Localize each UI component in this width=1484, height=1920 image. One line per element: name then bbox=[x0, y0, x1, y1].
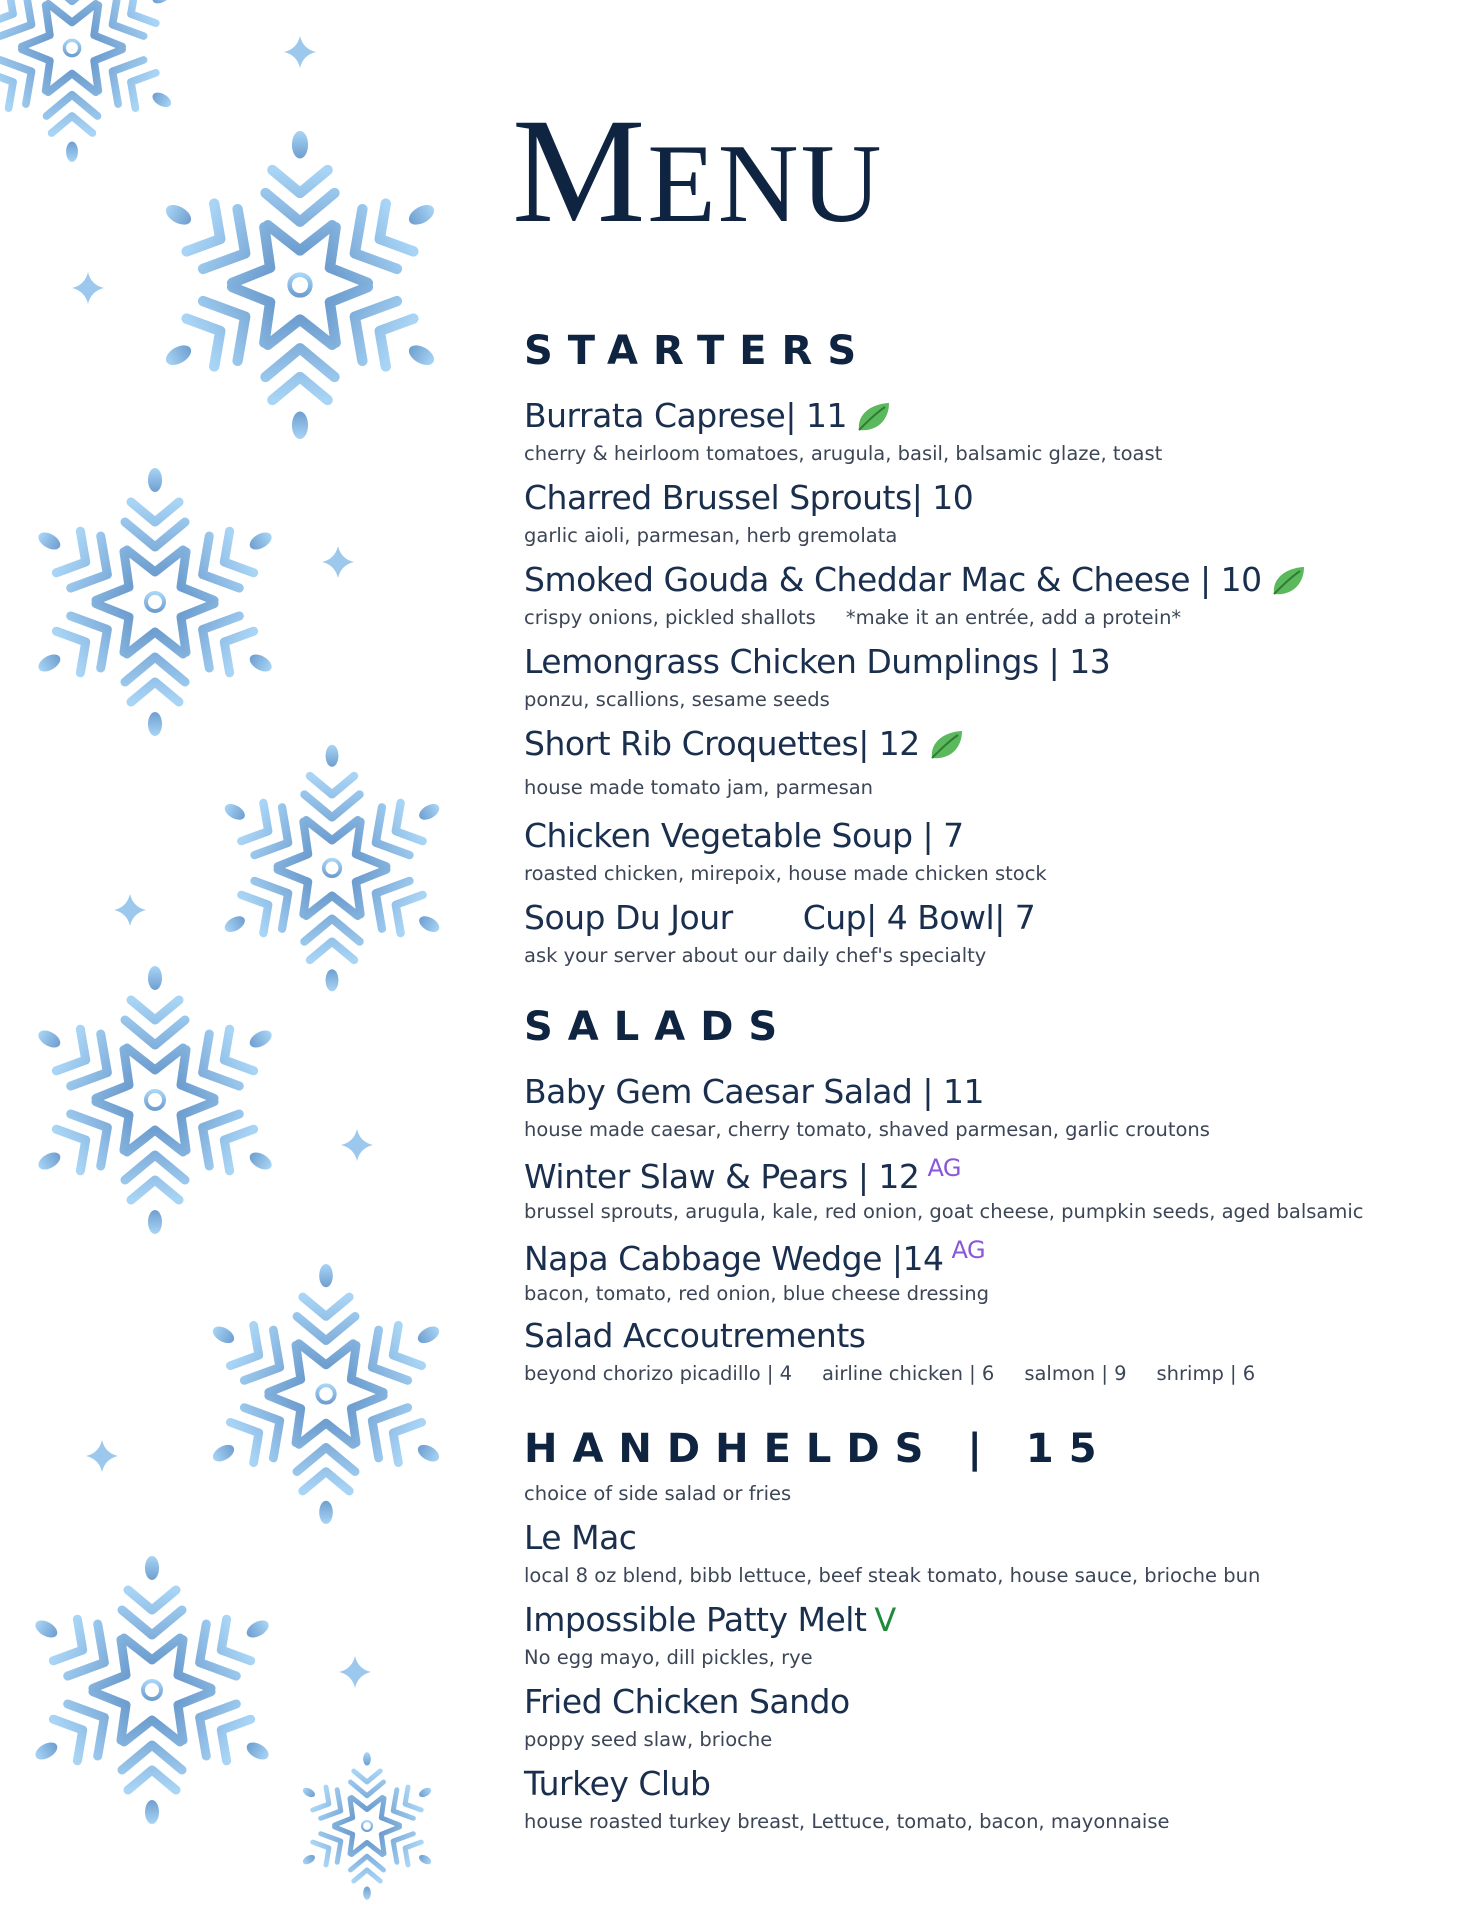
menu-item-description: ponzu, scallions, sesame seeds bbox=[524, 688, 830, 711]
menu-item-description: ask your server about our daily chef's specialty bbox=[524, 944, 987, 967]
menu-item-description: poppy seed slaw, brioche bbox=[524, 1728, 773, 1751]
leaf-icon bbox=[855, 400, 893, 436]
snowflake-icon bbox=[149, 131, 450, 439]
accoutrements-list bbox=[524, 1362, 1285, 1385]
menu-item-name: Baby Gem Caesar Salad | 11 bbox=[524, 1072, 984, 1111]
menu-item-note: *make it an entrée, add a protein* bbox=[845, 606, 1182, 629]
accoutrement-item: shrimp | 6 bbox=[1156, 1362, 1256, 1385]
menu-item-name: Chicken Vegetable Soup | 7 bbox=[524, 816, 964, 855]
menu-item-description: cherry & heirloom tomatoes, arugula, basil, balsamic glaze, toast bbox=[524, 442, 1163, 465]
menu-item-price: Cup| 4 Bowl| 7 bbox=[802, 898, 1036, 937]
sparkle-icon bbox=[322, 546, 354, 578]
menu-item-description: roasted chicken, mirepoix, house made chicken stock bbox=[524, 862, 1047, 885]
sparkle-icon bbox=[339, 1656, 371, 1688]
snowflake-icon bbox=[24, 468, 286, 736]
snowflake-decoration bbox=[0, 0, 460, 1920]
menu-item-description: house made caesar, cherry tomato, shaved parmesan, garlic croutons bbox=[524, 1118, 1210, 1141]
menu-item-description: house made tomato jam, parmesan bbox=[524, 776, 874, 799]
accoutrement-item: salmon | 9 bbox=[1024, 1362, 1127, 1385]
ag-badge: AG bbox=[951, 1236, 986, 1264]
menu-item-name: Lemongrass Chicken Dumplings | 13 bbox=[524, 642, 1111, 681]
snowflake-icon bbox=[295, 1752, 439, 1899]
section-heading-starters: STARTERS bbox=[524, 328, 872, 374]
menu-item-description: house roasted turkey breast, Lettuce, tomato, bacon, mayonnaise bbox=[524, 1810, 1170, 1833]
leaf-icon bbox=[928, 728, 966, 764]
menu-item-description: bacon, tomato, red onion, blue cheese dressing bbox=[524, 1282, 990, 1305]
section-heading-salads: SALADS bbox=[524, 1004, 793, 1050]
menu-item-description: local 8 oz blend, bibb lettuce, beef steak tomato, house sauce, brioche bun bbox=[524, 1564, 1261, 1587]
vegetarian-badge: V bbox=[874, 1601, 896, 1639]
menu-item-name: Napa Cabbage Wedge |14 $^{AG}$ bbox=[524, 1236, 986, 1278]
sparkle-icon bbox=[284, 36, 316, 68]
menu-item-name: Impossible Patty Melt V bbox=[524, 1600, 896, 1639]
menu-item-description: No egg mayo, dill pickles, rye bbox=[524, 1646, 813, 1669]
sparkle-icon bbox=[341, 1129, 373, 1161]
menu-item-name: Smoked Gouda & Cheddar Mac & Cheese | 10 bbox=[524, 560, 1308, 600]
menu-item-name: Charred Brussel Sprouts| 10 bbox=[524, 478, 974, 517]
menu-item-name: Le Mac bbox=[524, 1518, 637, 1557]
menu-item-name: Short Rib Croquettes| 12 bbox=[524, 724, 966, 764]
snowflake-icon bbox=[21, 1556, 283, 1824]
menu-item-name: Turkey Club bbox=[524, 1764, 711, 1803]
snowflake-icon bbox=[199, 1264, 453, 1524]
sparkle-icon bbox=[72, 272, 104, 304]
section-subtitle: choice of side salad or fries bbox=[524, 1482, 792, 1505]
menu-title: MENU bbox=[512, 88, 884, 254]
accoutrement-item: beyond chorizo picadillo | 4 bbox=[524, 1362, 792, 1385]
sparkle-icon bbox=[114, 894, 146, 926]
menu-item-name: Salad Accoutrements bbox=[524, 1316, 866, 1355]
ag-badge: AG bbox=[927, 1154, 962, 1182]
section-heading-handhelds: HANDHELDS | 15 bbox=[524, 1426, 1112, 1472]
menu-item-description: brussel sprouts, arugula, kale, red onion, goat cheese, pumpkin seeds, aged balsamic bbox=[524, 1200, 1364, 1223]
menu-item-name: Winter Slaw & Pears | 12 $^{AG}$ bbox=[524, 1154, 962, 1196]
menu-item-name: Burrata Caprese| 11 bbox=[524, 396, 893, 436]
menu-item-name: Soup Du Jour Cup| 4 Bowl| 7 bbox=[524, 898, 1036, 937]
menu-item-description: garlic aioli, parmesan, herb gremolata bbox=[524, 524, 898, 547]
menu-item-name: Fried Chicken Sando bbox=[524, 1682, 850, 1721]
leaf-icon bbox=[1270, 564, 1308, 600]
snowflake-icon bbox=[0, 0, 183, 162]
accoutrement-item: airline chicken | 6 bbox=[822, 1362, 995, 1385]
menu-item-description: crispy onions, pickled shallots *make it an entrée, add a protein* bbox=[524, 606, 1182, 629]
snowflake-icon bbox=[211, 745, 452, 992]
snowflake-icon bbox=[24, 966, 286, 1234]
sparkle-icon bbox=[86, 1440, 118, 1472]
